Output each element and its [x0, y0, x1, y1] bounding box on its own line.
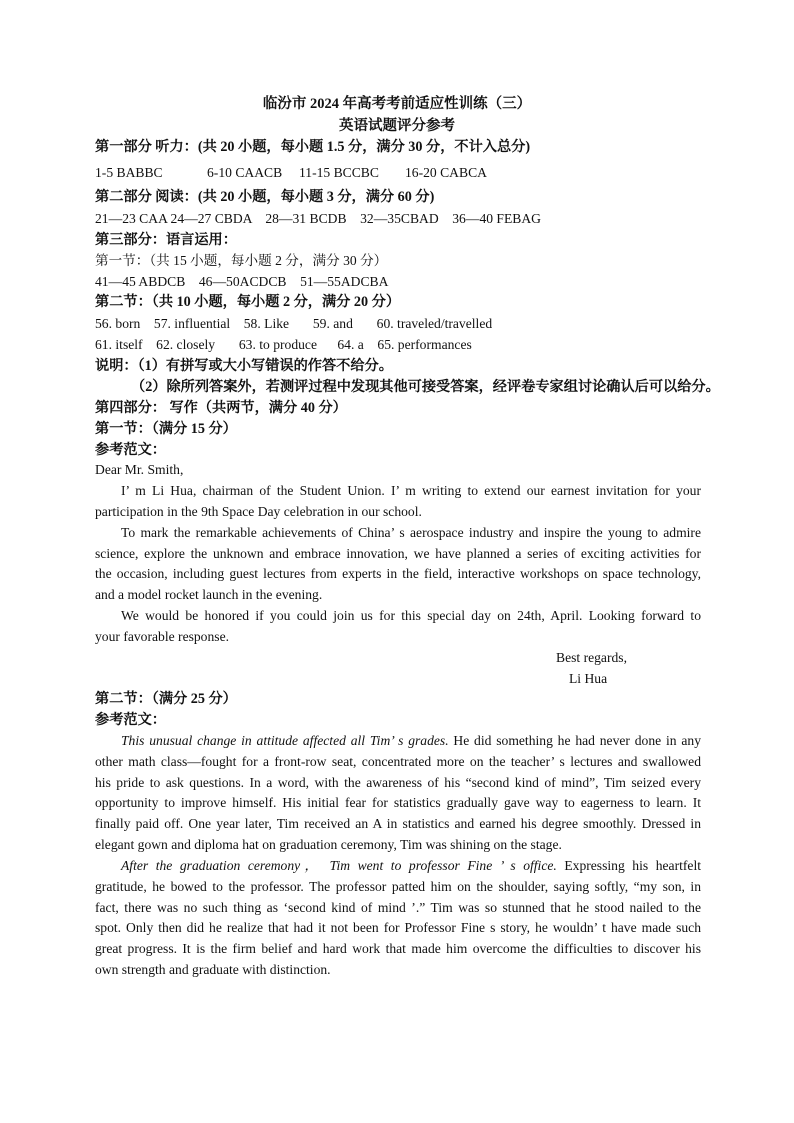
- story-line: his pride to ask questions. In a word, with the awareness of his “second kind of mind”, Tim seized every: [95, 775, 701, 790]
- letter-salutation: Dear Mr. Smith,: [95, 462, 184, 477]
- story-text: He did something he had never done in any: [448, 733, 701, 748]
- story-line: finally paid off. One year later, Tim received an A in statistics and earned his degree smoothly. Dressed in: [95, 816, 701, 831]
- part3-section2-answers-row1: 56. born 57. influential 58. Like 59. and 60. traveled/travelled: [95, 316, 493, 331]
- story-paragraph2-first-line: [121, 857, 701, 875]
- sample-essay-label-2: 参考范文：: [95, 712, 166, 728]
- part3-section2-answers-row2: 61. itself 62. closely 63. to produce 64. a 65. performances: [95, 337, 472, 352]
- part1-heading: 第一部分 听力：(共 20 小题，每小题 1.5 分，满分 30 分，不计入总分): [95, 139, 531, 155]
- scoring-note-2: （2）除所列答案外，若测评过程中发现其他可接受答案，经评卷专家组讨论确认后可以给分。: [131, 379, 720, 395]
- letter-closing: Best regards,: [556, 650, 627, 665]
- letter-line: We would be honored if you could join us for this special day on 24th, April. Looking forward to: [121, 608, 701, 623]
- part4-section1-heading: 第一节：（满分 15 分）: [95, 421, 237, 437]
- story-line: gratitude, he bowed to the professor. The professor patted him on the shoulder, saying softly, “my son, in: [95, 879, 701, 894]
- part3-section1-heading: 第一节：（共 15 小题，每小题 2 分，满分 30 分）: [95, 253, 388, 268]
- paragraph-lead-sentence: This unusual change in attitude affected all Tim’ s grades.: [121, 733, 449, 748]
- letter-line: To mark the remarkable achievements of China’ s aerospace industry and inspire the young to admire: [121, 525, 701, 540]
- story-line: spot. Only then did he realize that had it not been for Professor Fine s story, he wouldn’ t have made such: [95, 920, 701, 935]
- part3-heading: 第三部分：语言运用：: [95, 232, 237, 248]
- answer-group: 6-10 CAACB: [207, 165, 283, 180]
- part4-heading: 第四部分： 写作（共两节，满分 40 分）: [95, 400, 347, 416]
- scoring-note-1: 说明：（1）有拼写或大小写错误的作答不给分。: [95, 358, 393, 374]
- story-line: fact, there was no such thing as ‘second kind of mind ’.” Tim was so stunned that he stood nailed to the: [95, 900, 701, 915]
- story-line: opportunity to improve himself. His initial fear for statistics gradually gave way to eagerness to learn. It: [95, 795, 701, 810]
- letter-line: the occasion, including guest lectures from experts in the field, interactive workshops on space technology,: [95, 566, 701, 581]
- story-line: own strength and graduate with distinction.: [95, 962, 331, 977]
- part3-section1-answers: 41—45 ABDCB 46—50ACDCB 51—55ADCBA: [95, 274, 389, 289]
- part1-answers: [95, 164, 487, 182]
- part3-section2-heading: 第二节：（共 10 小题，每小题 2 分，满分 20 分）: [95, 294, 401, 310]
- story-line: other math class—fought for a front-row seat, concentrated more on the teacher’ s lectures and swallowed: [95, 754, 701, 769]
- letter-line: I’ m Li Hua, chairman of the Student Union. I’ m writing to extend our earnest invitation for your: [121, 483, 701, 498]
- paragraph-lead-sentence: After the graduation ceremony， Tim went to professor Fine ’ s office.: [121, 858, 557, 873]
- letter-line: science, explore the unknown and embrace innovation, we have planned a series of exciting activities for: [95, 546, 701, 561]
- answer-group: 11-15 BCCBC: [299, 165, 379, 180]
- answer-group: 1-5 BABBC: [95, 165, 163, 180]
- story-line: elegant gown and diploma hat on graduation ceremony, Tim was shining on the stage.: [95, 837, 562, 852]
- answer-group: 16-20 CABCA: [405, 165, 487, 180]
- letter-signature: Li Hua: [569, 671, 608, 686]
- part4-section2-heading: 第二节：（满分 25 分）: [95, 691, 237, 707]
- letter-line: your favorable response.: [95, 629, 229, 644]
- sample-essay-label: 参考范文：: [95, 442, 166, 458]
- story-paragraph1-first-line: [121, 732, 701, 750]
- letter-line: and a model rocket launch in the evening.: [95, 587, 323, 602]
- part2-answers: 21—23 CAA 24—27 CBDA 28—31 BCDB 32—35CBAD 36—40 FEBAG: [95, 211, 541, 226]
- letter-line: participation in the 9th Space Day celebration in our school.: [95, 504, 422, 519]
- story-text: Expressing his heartfelt: [556, 858, 701, 873]
- story-line: great progress. It is the firm belief and hard work that made him overcome the difficulties to discover his: [95, 941, 701, 956]
- part2-heading: 第二部分 阅读：(共 20 小题，每小题 3 分，满分 60 分): [95, 189, 435, 205]
- document-subtitle: 英语试题评分参考: [339, 118, 455, 134]
- document-title: 临汾市 2024 年高考考前适应性训练（三）: [262, 96, 532, 112]
